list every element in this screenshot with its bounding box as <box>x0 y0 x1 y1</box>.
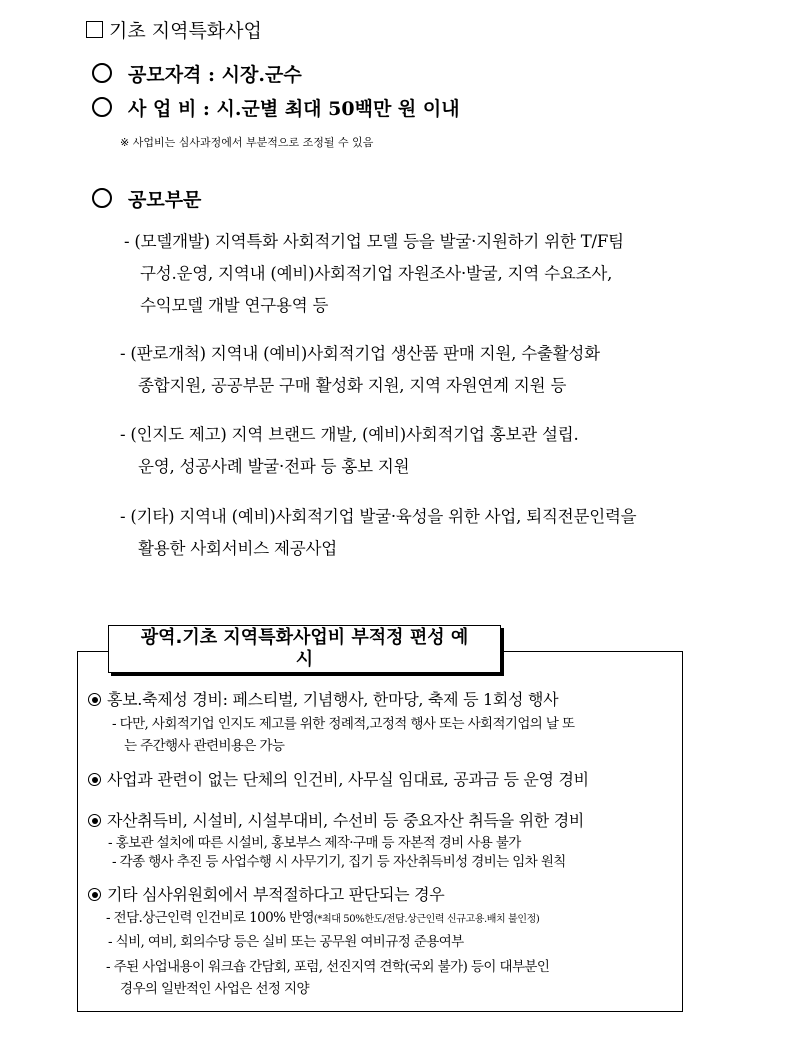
improper-item-4-sub-4: 경우의 일반적인 사업은 선정 지양 <box>120 981 309 997</box>
improper-item-1-sub-1: - 다만, 사회적기업 인지도 제고를 위한 정례적,고정적 행사 또는 사회적기업의 날 또 <box>112 716 575 732</box>
improper-item-4-sub-3: - 주된 사업내용이 워크숍 간담회, 포럼, 선진지역 견학(국외 불가) 등이 대부분인 <box>106 959 550 975</box>
improper-item-3-sub-1: - 홍보관 설치에 따른 시설비, 홍보부스 제작·구매 등 자본적 경비 사용 불가 <box>108 835 521 851</box>
budget-note: ※ 사업비는 심사과정에서 부분적으로 조정될 수 있음 <box>120 136 374 149</box>
categories-title-line <box>92 185 201 212</box>
improper-item-2 <box>88 767 589 790</box>
improper-item-2-head: 사업과 관련이 없는 단체의 인건비, 사무실 임대료, 공과금 등 운영 경비 <box>107 770 589 789</box>
category-3-line-2: 운영, 성공사례 발굴·전파 등 홍보 지원 <box>138 457 410 476</box>
categories-title: 공모부문 <box>128 189 202 211</box>
section-title-text: 기초 지역특화사업 <box>109 20 262 42</box>
improper-item-1-sub-2: 는 주간행사 관련비용은 가능 <box>124 738 285 754</box>
improper-item-3 <box>88 808 584 831</box>
eligibility-line <box>92 60 302 87</box>
improper-item-4 <box>88 882 444 905</box>
circle-bullet-icon <box>92 97 112 117</box>
category-1-line-2: 구성.운영, 지역내 (예비)사회적기업 자원조사·발굴, 지역 수요조사, <box>140 264 613 283</box>
improper-item-4-sub-1-note: (*최대 50%한도/전담.상근인력 신규고용.배치 불인정) <box>313 914 540 925</box>
circle-bullet-icon <box>92 188 112 208</box>
dotted-circle-bullet-icon <box>88 773 101 786</box>
improper-examples-title <box>108 625 501 673</box>
dotted-circle-bullet-icon <box>88 693 101 706</box>
dotted-circle-bullet-icon <box>88 888 101 901</box>
category-4-line-2: 활용한 사회서비스 제공사업 <box>138 539 337 558</box>
improper-item-1 <box>88 687 558 710</box>
improper-item-4-sub-1 <box>106 906 539 926</box>
category-2-line-2: 종합지원, 공공부문 구매 활성화 지원, 지역 자원연계 지원 등 <box>138 376 567 395</box>
budget-text: 사 업 비 : 시.군별 최대 50백만 원 이내 <box>128 98 460 120</box>
checkbox-square-icon <box>86 21 103 38</box>
section-title <box>86 16 262 43</box>
dotted-circle-bullet-icon <box>88 814 101 827</box>
improper-examples-title-line-1: 광역.기초 지역특화사업비 부적정 편성 예 <box>140 627 469 648</box>
improper-item-4-sub-2: - 식비, 여비, 회의수당 등은 실비 또는 공무원 여비규정 준용여부 <box>108 934 464 950</box>
improper-item-3-sub-2: - 각종 행사 추진 등 사업수행 시 사무기기, 집기 등 자산취득비성 경비는 임차 원칙 <box>112 854 566 870</box>
budget-line <box>92 94 460 121</box>
improper-item-4-head: 기타 심사위원회에서 부적절하다고 판단되는 경우 <box>107 885 445 904</box>
improper-item-4-sub-1-text: - 전담.상근인력 인건비로 100% 반영 <box>106 910 314 926</box>
category-2-line-1: - (판로개척) 지역내 (예비)사회적기업 생산품 판매 지원, 수출활성화 <box>120 344 600 363</box>
category-1-line-3: 수익모델 개발 연구용역 등 <box>140 296 329 315</box>
eligibility-text: 공모자격 : 시장.군수 <box>128 64 302 86</box>
improper-item-3-head: 자산취득비, 시설비, 시설부대비, 수선비 등 중요자산 취득을 위한 경비 <box>107 811 585 830</box>
circle-bullet-icon <box>92 63 112 83</box>
category-4-line-1: - (기타) 지역내 (예비)사회적기업 발굴·육성을 위한 사업, 퇴직전문인력을 <box>120 507 637 526</box>
category-1-line-1: - (모델개발) 지역특화 사회적기업 모델 등을 발굴·지원하기 위한 T/F팀 <box>124 232 624 251</box>
category-3-line-1: - (인지도 제고) 지역 브랜드 개발, (예비)사회적기업 홍보관 설립. <box>120 425 579 444</box>
improper-item-1-head: 홍보.축제성 경비: 페스티벌, 기념행사, 한마당, 축제 등 1회성 행사 <box>107 690 559 709</box>
improper-examples-title-line-2: 시 <box>295 649 314 670</box>
